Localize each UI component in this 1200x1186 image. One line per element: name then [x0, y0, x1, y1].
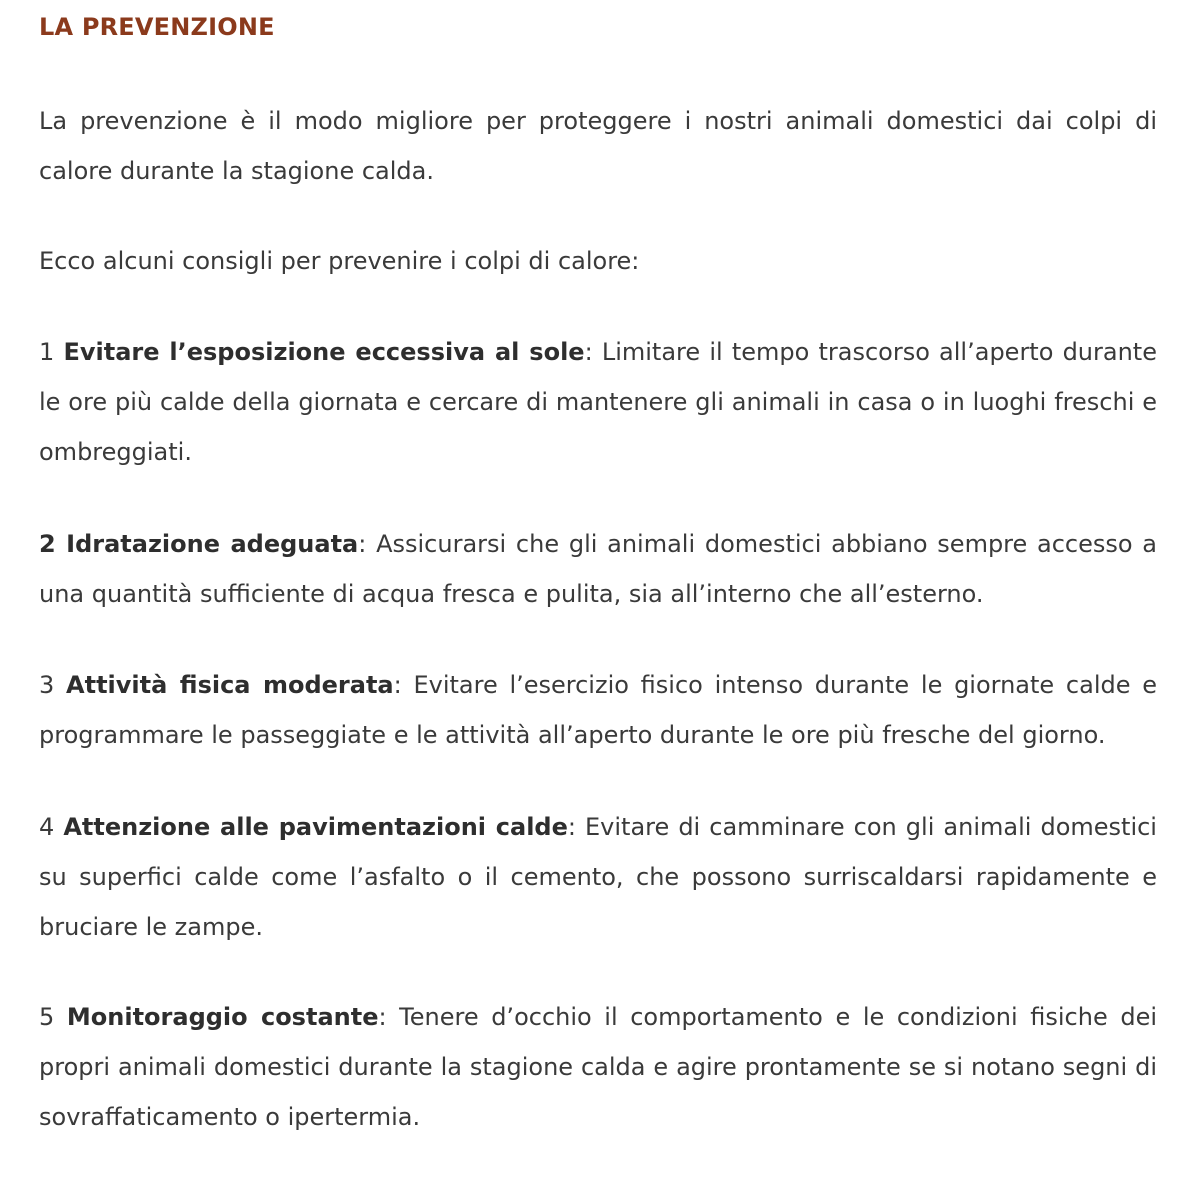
- tip-text: : Tenere d’occhio il comportamento e le condizioni fisiche dei propri animali domestici durante la stagione calda e agire prontamente se si notano segni di sovraffaticamento o ipertermia.: [39, 1003, 1157, 1131]
- lead-paragraph: Ecco alcuni consigli per prevenire i colpi di calore:: [39, 247, 640, 275]
- tip-text: : Assicurarsi che gli animali domestici abbiano sempre accesso a una quantità sufficiente di acqua fresca e pulita, sia all’interno che all’esterno.: [39, 530, 1158, 608]
- tip-item-2: [39, 519, 1157, 619]
- intro-paragraph: La prevenzione è il modo migliore per proteggere i nostri animali domestici dai colpi di calore durante la stagione calda.: [39, 107, 1157, 185]
- tip-title: Attività fisica moderata: [66, 671, 394, 699]
- tip-title: 2 Idratazione adeguata: [39, 530, 359, 558]
- tip-item-3: [39, 660, 1157, 760]
- tip-number: 1: [39, 338, 55, 366]
- tip-item-4: [39, 802, 1157, 952]
- tip-number: 3: [39, 671, 55, 699]
- tip-item-5: [39, 992, 1157, 1142]
- tip-number: 5: [39, 1003, 55, 1031]
- section-heading: LA PREVENZIONE: [39, 13, 275, 41]
- tip-text: : Evitare di camminare con gli animali domestici su superfici calde come l’asfalto o il cemento, che possono surriscaldarsi rapidamente e bruciare le zampe.: [39, 813, 1157, 941]
- tip-number: 4: [39, 813, 55, 841]
- tip-title: Monitoraggio costante: [66, 1003, 379, 1031]
- tip-title: Attenzione alle pavimentazioni calde: [63, 813, 568, 841]
- tip-text: : Limitare il tempo trascorso all’aperto durante le ore più calde della giornata e cercare di mantenere gli animali in casa o in luoghi freschi e ombreggiati.: [39, 338, 1157, 466]
- tip-item-1: [39, 327, 1157, 477]
- tip-title: Evitare l’esposizione eccessiva al sole: [63, 338, 585, 366]
- tip-text: : Evitare l’esercizio fisico intenso durante le giornate calde e programmare le passeggiate e le attività all’aperto durante le ore più fresche del giorno.: [39, 671, 1157, 749]
